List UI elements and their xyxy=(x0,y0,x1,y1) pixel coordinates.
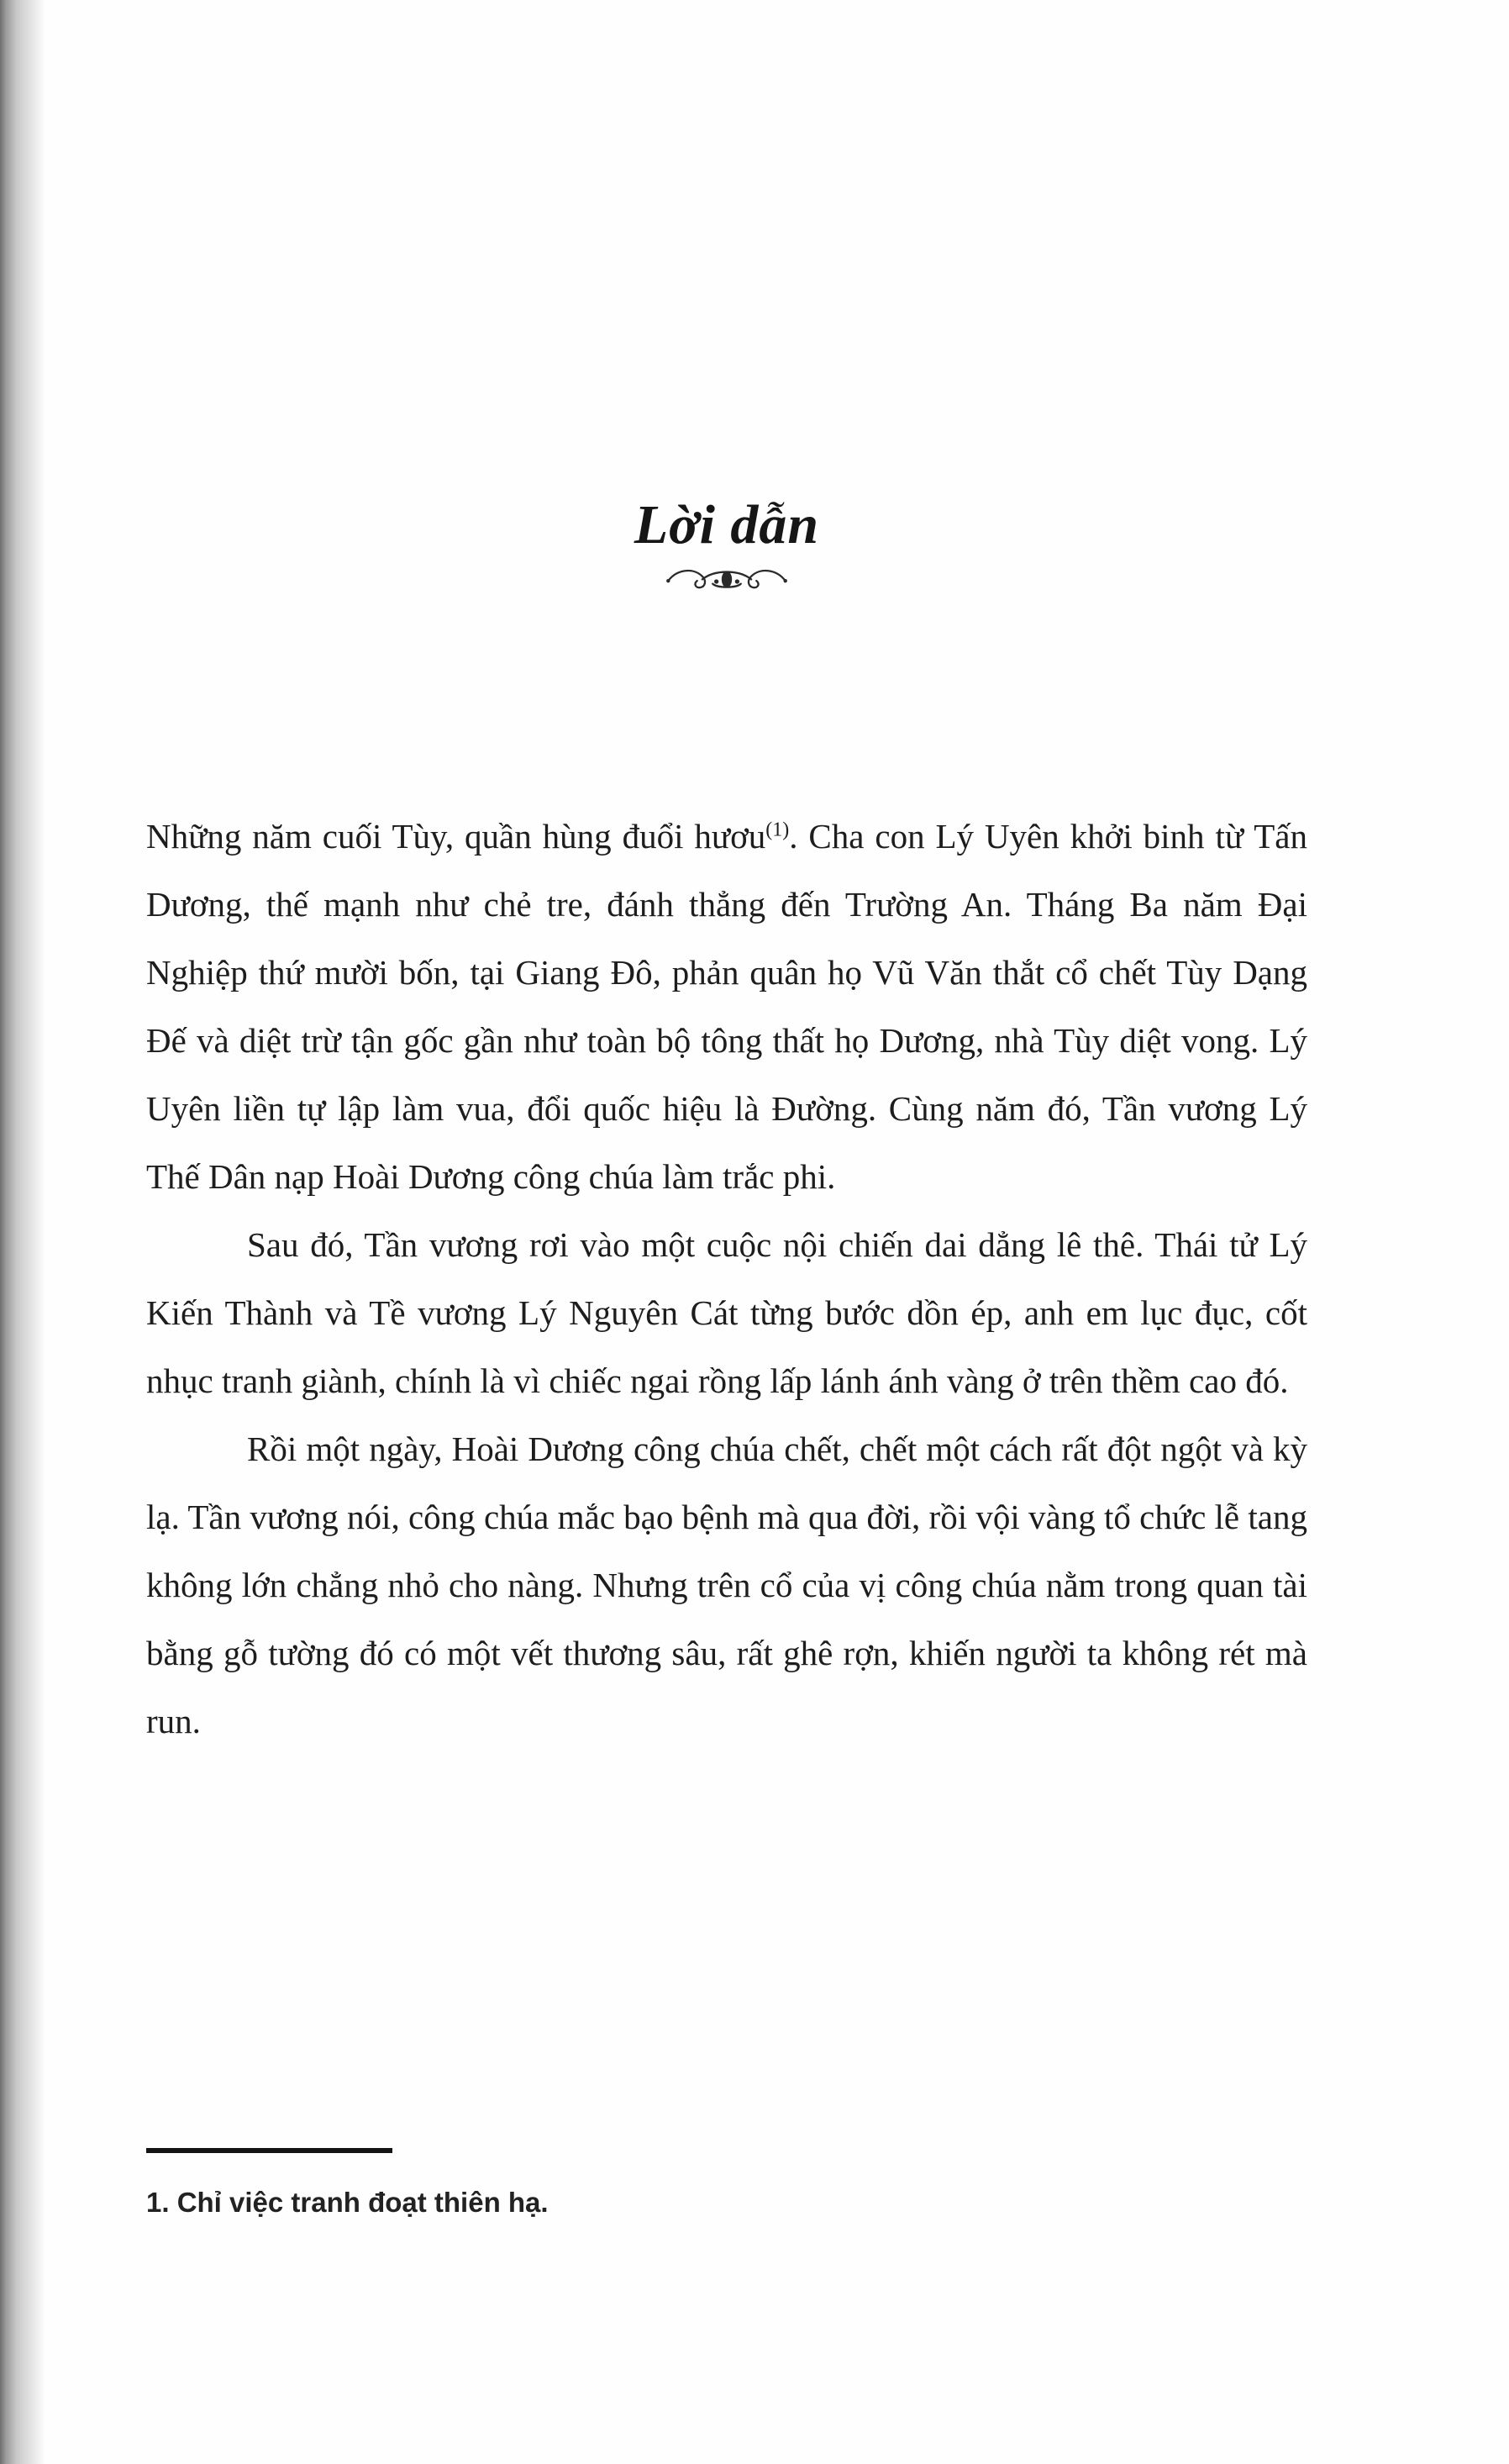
body-paragraph-1 xyxy=(146,803,1307,1211)
body-paragraph-2: Sau đó, Tần vương rơi vào một cuộc nội chiến dai dẳng lê thê. Thái tử Lý Kiến Thành và Tề vương Lý Nguyên Cát từng bước dồn ép, anh em lục đục, cốt nhục tranh giành, chính là vì chiếc ngai rồng lấp lánh ánh vàng ở trên thềm cao đó. xyxy=(146,1225,1307,1400)
paragraph-1-text-before-footnote-marker: Những năm cuối Tùy, quần hùng đuổi hươu xyxy=(146,817,766,856)
scan-edge-shadow xyxy=(0,0,45,2464)
body-text-block xyxy=(146,803,1307,1756)
footnote-divider xyxy=(146,2148,392,2153)
ornament-flourish-icon xyxy=(664,561,790,596)
paragraph-1-text-after-footnote-marker: . Cha con Lý Uyên khởi binh từ Tấn Dương, thế mạnh như chẻ tre, đánh thẳng đến Trường An. Tháng Ba năm Đại Nghiệp thứ mười bốn, tại Giang Đô, phản quân họ Vũ Văn thắt cổ chết Tùy Dạng Đế và diệt trừ tận gốc gần như toàn bộ tông thất họ Dương, nhà Tùy diệt vong. Lý Uyên liền tự lập làm vua, đổi quốc hiệu là Đường. Cùng năm đó, Tần vương Lý Thế Dân nạp Hoài Dương công chúa làm trắc phi. xyxy=(146,817,1307,1196)
footnote-text: 1. Chỉ việc tranh đoạt thiên hạ. xyxy=(146,2187,549,2218)
ornament-container xyxy=(146,561,1307,600)
page-title: Lời dẫn xyxy=(634,494,820,556)
body-paragraph-3: Rồi một ngày, Hoài Dương công chúa chết, chết một cách rất đột ngột và kỳ lạ. Tần vương nói, công chúa mắc bạo bệnh mà qua đời, rồi vội vàng tổ chức lễ tang không lớn chẳng nhỏ cho nàng. Nhưng trên cổ của vị công chúa nằm trong quan tài bằng gỗ tường đó có một vết thương sâu, rất ghê rợn, khiến người ta không rét mà run. xyxy=(146,1429,1307,1740)
footnote-marker: (1) xyxy=(765,819,790,841)
